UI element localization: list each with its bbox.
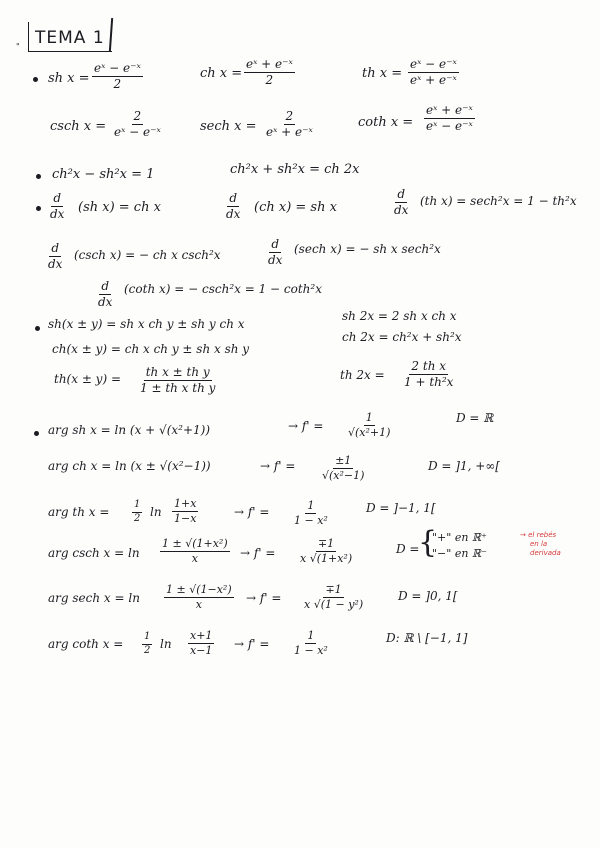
th-def-num: eˣ − e⁻ˣ: [410, 57, 457, 71]
deriv-sech: (sech x) = − sh x sech²x: [294, 242, 441, 256]
argcsch-brace: {: [418, 525, 438, 560]
th-def-fraction: [408, 58, 459, 86]
sh-def-den: 2: [113, 76, 122, 91]
deriv-coth: (coth x) = − csch²x = 1 − coth²x: [124, 282, 322, 296]
argcoth-deriv-fraction: $\frac{1}{\text{1 − x²}}$: [294, 629, 328, 657]
argcsch-inner-fraction: $\frac{\text{1 ± √(1+x²)}}{x}$: [162, 537, 228, 565]
sech-def-den: eˣ + e⁻ˣ: [266, 124, 313, 139]
argth-domain: D = ]−1, 1[: [366, 501, 436, 515]
ch-addition: ch(x ± y) = ch x ch y ± sh x sh y: [52, 342, 250, 356]
argcsch-domain-lhs: D =: [396, 542, 420, 556]
th-double-lhs: th 2x =: [340, 368, 385, 382]
argsech-domain: D = ]0, 1[: [398, 589, 458, 603]
ch-def-num: eˣ + e⁻ˣ: [246, 57, 293, 71]
argcsch-case-positive: "+" en ℝ⁺: [432, 531, 487, 544]
ch-double: ch 2x = ch²x + sh²x: [342, 330, 462, 344]
bullet-derivatives: [36, 206, 41, 211]
csch-def-den: eˣ − e⁻ˣ: [114, 124, 161, 139]
bullet-inverse: [34, 431, 39, 436]
d-dx-csch: $\frac{d}{dx}$: [48, 241, 63, 271]
annotation-line-1: → el rebés: [520, 531, 557, 539]
argth-ln: ln: [150, 505, 162, 519]
argth-inner-fraction: $\frac{1+x}{1-x}$: [174, 497, 197, 525]
double-ch-identity: ch²x + sh²x = ch 2x: [230, 162, 360, 177]
th-double-fraction: [404, 360, 453, 388]
sh-double: sh 2x = 2 sh x ch x: [342, 309, 457, 323]
pythagorean-identity: ch²x − sh²x = 1: [52, 167, 155, 182]
argcoth-lhs: arg coth x =: [48, 637, 124, 651]
th-double-num: 2 th x: [411, 359, 447, 373]
argch-lhs: arg ch x = ln (x ± √(x²−1)): [48, 459, 211, 473]
th-def-lhs: th x =: [362, 66, 403, 81]
coth-def-den: eˣ − e⁻ˣ: [426, 118, 473, 133]
ch-def-den: 2: [265, 72, 274, 87]
argth-deriv-fraction: $\frac{1}{\text{1 − x²}}$: [294, 499, 328, 527]
d-dx-th: $\frac{d}{dx}$: [394, 187, 409, 217]
th-addition-lhs: th(x ± y) =: [54, 372, 122, 386]
argth-deriv-lhs: → f' =: [234, 505, 270, 519]
margin-mark: ": [16, 42, 20, 51]
argcsch-case-negative: "−" en ℝ⁻: [432, 547, 487, 560]
argcoth-deriv-lhs: → f' =: [234, 637, 270, 651]
ch-def-lhs: ch x =: [200, 66, 243, 81]
argch-deriv-fraction: $\frac{\pm 1}{\text{√(x²−1)}}$: [322, 454, 365, 482]
argcoth-inner-fraction: $\frac{x+1}{x-1}$: [190, 629, 213, 657]
argsech-deriv-lhs: → f' =: [246, 591, 282, 605]
th-def-den: eˣ + e⁻ˣ: [410, 72, 457, 87]
argcsch-deriv-fraction: $\frac{\mp 1}{\text{x √(1+x²)}}$: [300, 537, 353, 565]
annotation-line-2: en la: [530, 540, 548, 548]
bullet-definitions: [33, 77, 38, 82]
deriv-sh: (sh x) = ch x: [78, 200, 161, 215]
title-box: [28, 22, 112, 52]
argsh-deriv-lhs: → f' =: [288, 419, 324, 433]
d-dx-coth: $\frac{d}{dx}$: [98, 279, 113, 309]
sh-def-fraction: [92, 62, 143, 90]
d-dx-ch: $\frac{d}{dx}$: [226, 191, 241, 221]
argsh-domain: D = ℝ: [456, 411, 494, 425]
argcoth-domain: D: ℝ \ [−1, 1]: [386, 631, 468, 645]
argsh-lhs: arg sh x = ln (x + √(x²+1)): [48, 423, 211, 437]
argch-domain: D = ]1, +∞[: [428, 459, 500, 473]
deriv-th: (th x) = sech²x = 1 − th²x: [420, 194, 577, 208]
bullet-identities: [36, 174, 41, 179]
th-addition-den: 1 ± th x th y: [140, 380, 216, 395]
sech-def-num: 2: [285, 109, 294, 123]
argsech-deriv-fraction: $\frac{\mp 1}{\text{x √(1 − y²)}}$: [304, 583, 364, 611]
d-dx-sech: $\frac{d}{dx}$: [268, 237, 283, 267]
argcoth-half: $\frac{1}{2}$: [144, 631, 151, 656]
ch-def-fraction: [244, 58, 295, 86]
argth-lhs: arg th x =: [48, 505, 110, 519]
bullet-addition: [35, 326, 40, 331]
th-addition-fraction: [140, 366, 215, 394]
coth-def-lhs: coth x =: [358, 115, 414, 130]
csch-def-fraction: [114, 110, 161, 138]
argsech-lhs: arg sech x = ln: [48, 591, 140, 605]
th-addition-num: th x ± th y: [145, 365, 210, 379]
d-dx-sh: $\frac{d}{dx}$: [50, 191, 65, 221]
argcsch-lhs: arg csch x = ln: [48, 546, 140, 560]
csch-def-lhs: csch x =: [50, 119, 107, 134]
annotation-line-3: derivada: [530, 549, 561, 557]
argch-deriv-lhs: → f' =: [260, 459, 296, 473]
argcoth-ln: ln: [160, 637, 172, 651]
sech-def-lhs: sech x =: [200, 119, 257, 134]
argth-half: $\frac{1}{2}$: [134, 499, 141, 524]
deriv-ch: (ch x) = sh x: [254, 200, 337, 215]
page-title: TEMA 1: [35, 28, 105, 48]
sh-def-num: eˣ − e⁻ˣ: [94, 61, 141, 75]
argcsch-deriv-lhs: → f' =: [240, 546, 276, 560]
deriv-csch: (csch x) = − ch x csch²x: [74, 248, 221, 262]
coth-def-num: eˣ + e⁻ˣ: [426, 103, 473, 117]
sh-addition: sh(x ± y) = sh x ch y ± sh y ch x: [48, 317, 245, 331]
sech-def-fraction: [266, 110, 313, 138]
csch-def-num: 2: [133, 109, 142, 123]
sh-def-lhs: sh x =: [48, 71, 90, 86]
th-double-den: 1 + th²x: [404, 374, 454, 389]
coth-def-fraction: [424, 104, 475, 132]
argsech-inner-fraction: $\frac{\text{1 ± √(1−x²)}}{x}$: [166, 583, 232, 611]
argsh-deriv-fraction: $\frac{1}{\text{√(x²+1)}}$: [348, 411, 391, 439]
